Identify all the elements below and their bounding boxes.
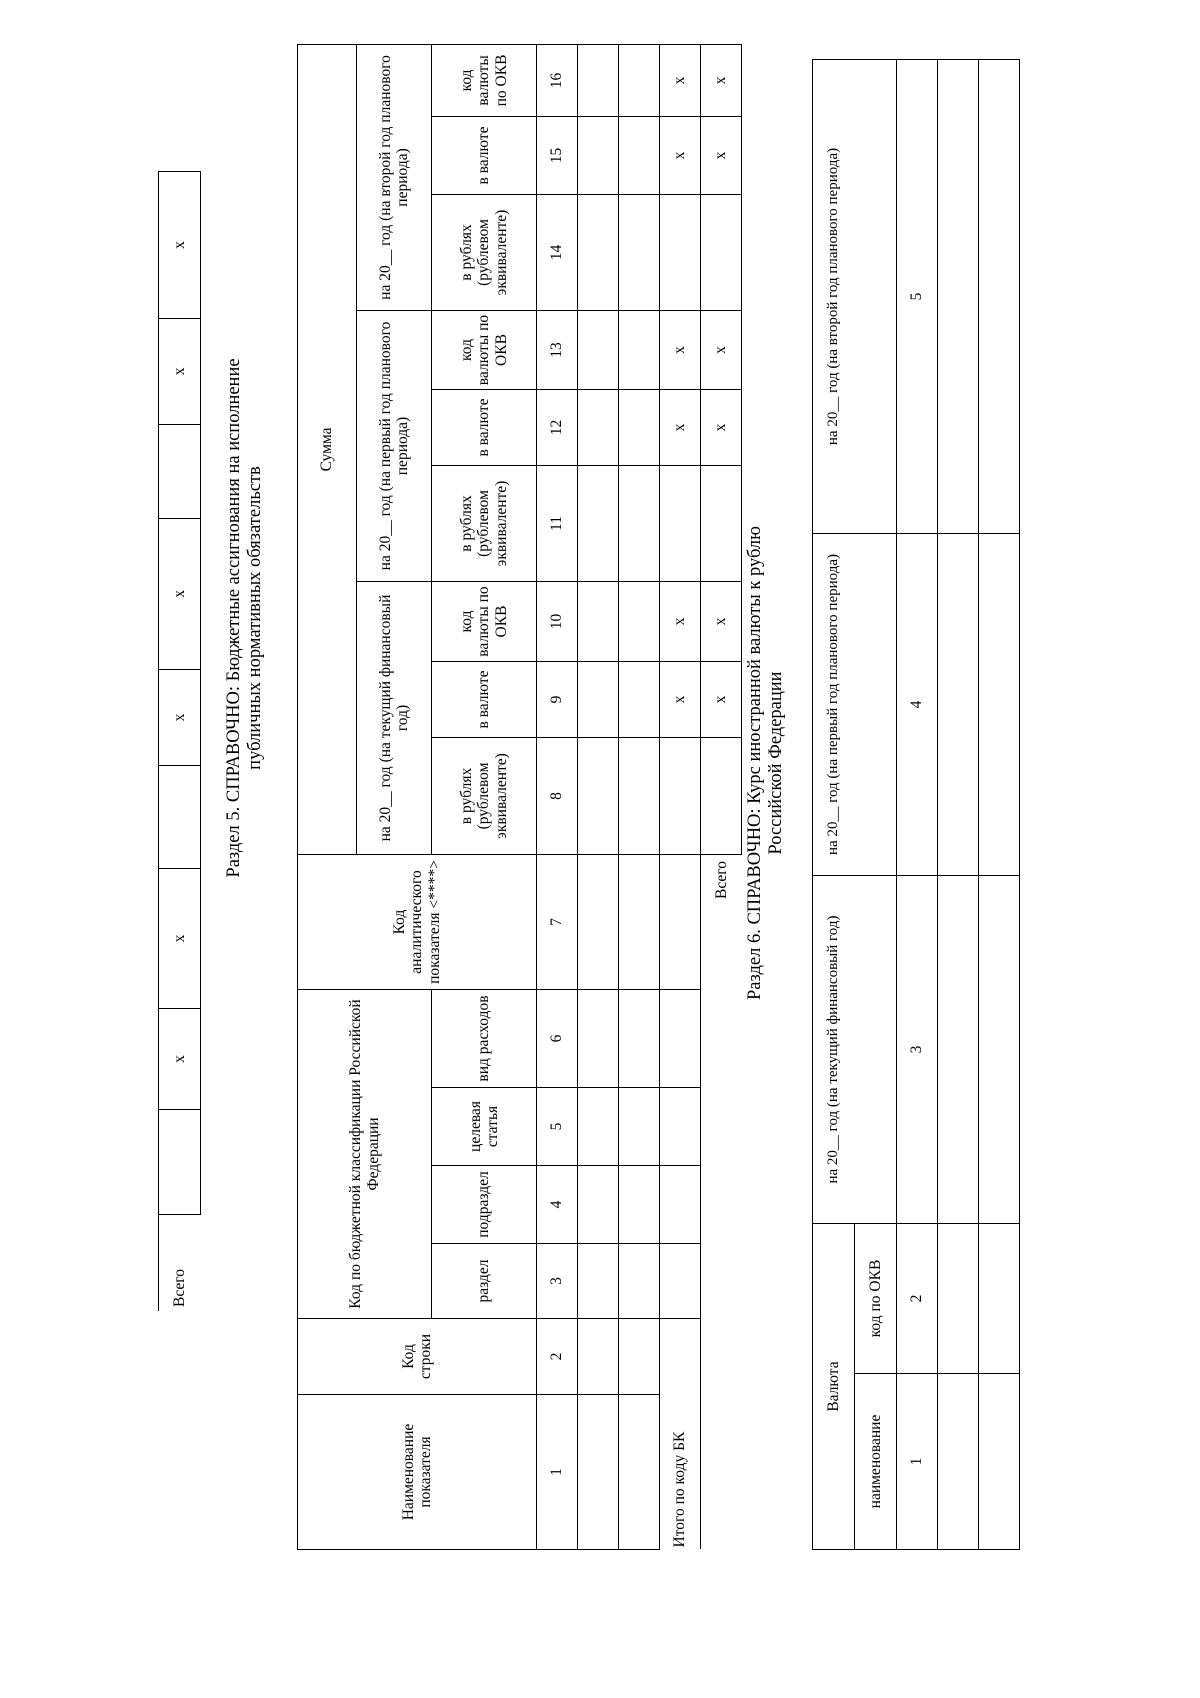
x-cell: x [701,311,742,390]
section6-table [812,59,1020,1550]
cell [619,582,660,662]
cell [619,662,660,738]
col-number: 3 [537,1244,578,1319]
total-bk-label: Итого по коду БК [671,1431,689,1548]
total-bk-row [660,44,701,1549]
data-row [938,60,979,1550]
header-expense-type: вид расходов [432,990,537,1088]
data-row [578,44,619,1549]
section5-title-line2: публичных нормативных обязательств [245,466,266,770]
section6-title [745,388,788,1138]
grand-total-row [701,44,742,1549]
cell [619,311,660,390]
cell [578,117,619,195]
col-number: 2 [897,1224,938,1374]
header-year-first: на 20__ год (на первый год планового периода) [357,311,432,582]
section6-title-rest: : Курс иностранной валюты к рублю [745,526,765,814]
cell [578,855,619,990]
x-cell: x [701,662,742,738]
cell [660,1166,701,1244]
cell [578,390,619,466]
col-number: 5 [897,60,938,534]
section6-title-prefix: Раздел 6. [745,924,765,1001]
cell [619,466,660,582]
header-subsection: подраздел [432,1166,537,1244]
x-cell: x [701,44,742,116]
header-bk-code: Код по бюджетной классификации Российской Федерации [298,990,432,1319]
x-cell: x [660,390,701,466]
cell [938,60,979,534]
cell [938,1374,979,1550]
cell [619,855,660,990]
total-cell [159,766,201,869]
section5-title-prefix: Раздел 5. [224,802,244,878]
x-cell: x [660,311,701,390]
header-name: Наименование показателя [298,1395,537,1550]
total-row [159,172,201,1312]
cell [660,855,701,990]
header-year-current: на 20__ год (на текущий финансовый год) [813,876,897,1224]
cell [701,195,742,311]
col-number: 6 [537,990,578,1088]
cell [578,1319,619,1395]
section6-title-line2: Российской Федерации [766,671,787,855]
total-cell [159,1110,201,1214]
cell [979,1374,1020,1550]
header-currency-code-narrow: код валюты по ОКВ [432,44,537,116]
cell [578,582,619,662]
cell [619,990,660,1088]
cell [619,390,660,466]
data-row [619,44,660,1549]
header-okv-code: код по ОКВ [855,1224,897,1374]
header-rub: в рублях (рублевом эквиваленте) [432,738,537,855]
total-cell: x [159,518,201,669]
x-cell: x [701,390,742,466]
total-cell: x [159,1008,201,1110]
header-rub: в рублях (рублевом эквиваленте) [432,195,537,311]
header-row-1 [813,60,855,1550]
header-year-second: на 20__ год (на второй год планового периода) [357,44,432,310]
col-number: 4 [897,534,938,876]
cell [979,60,1020,534]
section5-title-rest: : Бюджетные ассигнования на исполнение [224,358,244,692]
total-cell: x [159,869,201,1008]
column-number-row [537,44,578,1549]
header-target-article: целевая статья [432,1088,537,1166]
cell-name [578,1395,619,1550]
x-cell: x [701,117,742,195]
x-cell: x [660,117,701,195]
x-cell: x [701,582,742,662]
cell [660,1244,701,1319]
cell [660,1088,701,1166]
cell [979,534,1020,876]
cell [660,466,701,582]
cell [578,662,619,738]
col-number: 8 [537,738,578,855]
col-number: 16 [537,44,578,116]
column-number-row [897,60,938,1550]
top-border-line [158,171,159,1311]
header-rub: в рублях (рублевом эквиваленте) [432,466,537,582]
cell [578,466,619,582]
cell [938,534,979,876]
previous-section-total-row [158,171,201,1311]
x-cell: x [660,662,701,738]
cell [578,195,619,311]
cell [578,1244,619,1319]
col-number: 15 [537,117,578,195]
grand-total-label: Всего [712,861,730,900]
col-number: 1 [897,1374,938,1550]
total-cell: x [159,669,201,766]
cell [578,311,619,390]
section6-title-bold: СПРАВОЧНО [745,813,765,925]
cell [619,1319,660,1395]
cell [578,1088,619,1166]
header-currency-name: наименование [855,1374,897,1550]
cell [619,117,660,195]
col-number: 5 [537,1088,578,1166]
col-number: 7 [537,855,578,990]
header-in-currency: в валюте [432,390,537,466]
cell [938,1224,979,1374]
cell [578,738,619,855]
cell [938,876,979,1224]
header-sum: Сумма [298,44,357,854]
col-number: 13 [537,311,578,390]
section5-table [297,44,742,1550]
header-currency: Валюта [813,1224,855,1550]
col-number: 11 [537,466,578,582]
cell [979,1224,1020,1374]
cell [619,1166,660,1244]
cell [619,1244,660,1319]
cell [979,876,1020,1224]
x-cell: x [660,582,701,662]
header-year-second: на 20__ год (на второй год планового периода) [813,60,897,534]
total-label: Всего [170,1268,188,1307]
col-number: 10 [537,582,578,662]
empty-cell [701,990,742,1550]
col-number: 2 [537,1319,578,1395]
header-analytic-code: Код аналитического показателя <****> [298,855,537,990]
header-year-current: на 20__ год (на текущий финансовый год) [357,582,432,855]
total-cell [159,424,201,518]
col-number: 9 [537,662,578,738]
cell [619,195,660,311]
col-number: 1 [537,1395,578,1550]
col-number: 3 [897,876,938,1224]
header-currency-code: код валюты по ОКВ [432,582,537,662]
section5-title-bold: СПРАВОЧНО [224,691,244,803]
cell [701,738,742,855]
cell [619,1088,660,1166]
header-in-currency: в валюте [432,662,537,738]
header-section: раздел [432,1244,537,1319]
header-line-code: Код строки [298,1319,537,1395]
cell-name [619,1395,660,1550]
col-number: 4 [537,1166,578,1244]
cell [578,1166,619,1244]
cell [660,195,701,311]
cell [578,990,619,1088]
header-currency-code: код валюты по ОКВ [432,311,537,390]
cell [701,466,742,582]
total-cell: x [159,319,201,425]
data-row [979,60,1020,1550]
cell [619,44,660,116]
total-cell: x [159,172,201,319]
col-number: 14 [537,195,578,311]
header-row-1 [298,44,357,1549]
cell [578,44,619,116]
cell [660,738,701,855]
cell [660,990,701,1088]
header-in-currency: в валюте [432,117,537,195]
cell [619,738,660,855]
header-year-first: на 20__ год (на первый год планового периода) [813,534,897,876]
section5-title [224,238,267,998]
col-number: 12 [537,390,578,466]
x-cell: x [660,44,701,116]
